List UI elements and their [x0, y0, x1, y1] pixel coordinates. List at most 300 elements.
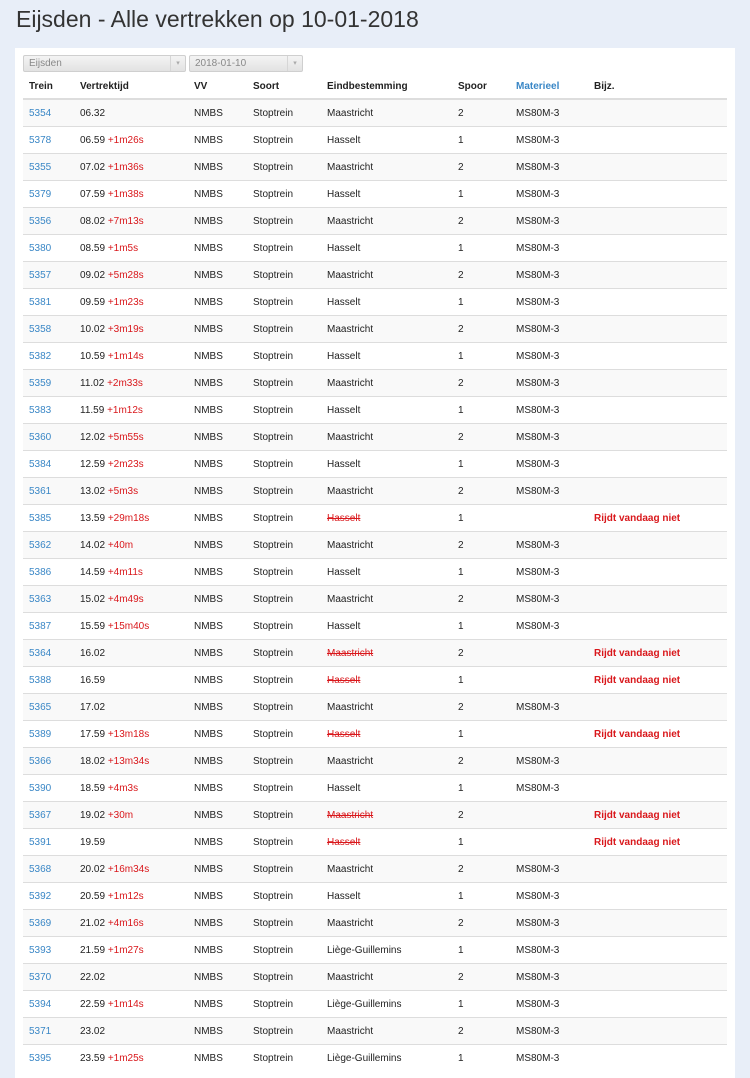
departure-time: 13.02 [80, 485, 106, 497]
destination: Maastricht [327, 107, 374, 119]
train-type-cell: Stoptrein [247, 451, 321, 478]
train-number-link[interactable]: 5354 [29, 107, 52, 119]
table-row [23, 937, 727, 964]
delay-badge: +4m3s [107, 782, 139, 794]
train-number-link[interactable]: 5395 [29, 1052, 52, 1064]
operator-cell: NMBS [188, 1018, 247, 1045]
table-row [23, 343, 727, 370]
train-number-link[interactable]: 5380 [29, 242, 52, 254]
departure-time: 11.59 [80, 404, 105, 416]
rolling-stock-cell: MS80M-3 [510, 991, 588, 1018]
operator-cell: NMBS [188, 208, 247, 235]
departure-time: 19.02 [80, 809, 106, 821]
operator-cell: NMBS [188, 262, 247, 289]
operator-cell: NMBS [188, 451, 247, 478]
platform-cell: 2 [452, 856, 510, 883]
train-number-link[interactable]: 5367 [29, 809, 52, 821]
train-number-link[interactable]: 5356 [29, 215, 52, 227]
train-type-cell: Stoptrein [247, 991, 321, 1018]
destination: Hasselt [327, 134, 361, 146]
destination: Maastricht [327, 593, 374, 605]
delay-badge: +1m25s [107, 1052, 144, 1064]
delay-badge: +15m40s [107, 620, 150, 632]
delay-badge: +4m16s [107, 917, 144, 929]
remark-text: Rijdt vandaag niet [594, 809, 681, 821]
platform-cell: 2 [452, 478, 510, 505]
table-row [23, 181, 727, 208]
destination: Maastricht [327, 215, 374, 227]
train-type-cell: Stoptrein [247, 802, 321, 829]
train-type-cell: Stoptrein [247, 775, 321, 802]
table-row [23, 856, 727, 883]
rolling-stock-cell [510, 640, 588, 667]
remark-text: Rijdt vandaag niet [594, 512, 681, 524]
departure-time: 06.59 [80, 134, 106, 146]
destination: Hasselt [327, 728, 361, 740]
train-number-link[interactable]: 5368 [29, 863, 52, 875]
departure-time: 16.02 [80, 647, 106, 659]
train-type-cell: Stoptrein [247, 856, 321, 883]
train-type-cell: Stoptrein [247, 343, 321, 370]
destination: Maastricht [327, 755, 374, 767]
train-number-link[interactable]: 5363 [29, 593, 52, 605]
rolling-stock-cell: MS80M-3 [510, 397, 588, 424]
destination: Hasselt [327, 512, 361, 524]
train-number-link[interactable]: 5386 [29, 566, 52, 578]
destination: Maastricht [327, 431, 374, 443]
operator-cell: NMBS [188, 235, 247, 262]
column-header-spoor: Spoor [452, 74, 510, 99]
departure-time: 07.59 [80, 188, 106, 200]
table-row [23, 154, 727, 181]
table-row [23, 235, 727, 262]
train-number-link[interactable]: 5387 [29, 620, 52, 632]
departure-time: 16.59 [80, 674, 106, 686]
platform-cell: 2 [452, 748, 510, 775]
departures-table [23, 74, 727, 1071]
train-number-link[interactable]: 5394 [29, 998, 52, 1010]
station-select-value: Eijsden [29, 58, 62, 69]
train-type-cell: Stoptrein [247, 748, 321, 775]
rolling-stock-cell [510, 721, 588, 748]
rolling-stock-cell: MS80M-3 [510, 532, 588, 559]
train-number-link[interactable]: 5391 [29, 836, 52, 848]
destination: Liège-Guillemins [327, 944, 402, 956]
train-number-link[interactable]: 5371 [29, 1025, 52, 1037]
rolling-stock-cell [510, 829, 588, 856]
departures-panel [15, 48, 735, 1078]
delay-badge: +5m28s [107, 269, 144, 281]
platform-cell: 1 [452, 397, 510, 424]
operator-cell: NMBS [188, 532, 247, 559]
rolling-stock-cell: MS80M-3 [510, 1045, 588, 1072]
destination: Liège-Guillemins [327, 998, 402, 1010]
rolling-stock-cell: MS80M-3 [510, 694, 588, 721]
train-number-link[interactable]: 5360 [29, 431, 52, 443]
train-type-cell: Stoptrein [247, 235, 321, 262]
operator-cell: NMBS [188, 370, 247, 397]
train-number-link[interactable]: 5382 [29, 350, 52, 362]
table-row [23, 127, 727, 154]
column-header-soort: Soort [247, 74, 321, 99]
delay-badge: +29m18s [107, 512, 150, 524]
departure-time: 22.59 [80, 998, 106, 1010]
departure-time: 10.02 [80, 323, 106, 335]
departure-time: 23.02 [80, 1025, 106, 1037]
table-row [23, 667, 727, 694]
delay-badge: +1m12s [107, 404, 143, 416]
departure-time: 15.59 [80, 620, 106, 632]
operator-cell: NMBS [188, 586, 247, 613]
departure-time: 22.02 [80, 971, 106, 983]
train-type-cell: Stoptrein [247, 694, 321, 721]
column-header-trein: Trein [23, 74, 74, 99]
platform-cell: 1 [452, 451, 510, 478]
train-number-link[interactable]: 5366 [29, 755, 52, 767]
destination: Hasselt [327, 296, 361, 308]
train-number-link[interactable]: 5390 [29, 782, 52, 794]
destination: Maastricht [327, 377, 374, 389]
table-row [23, 451, 727, 478]
date-select-value: 2018-01-10 [195, 58, 247, 69]
column-header-materieel[interactable]: Materieel [510, 74, 588, 99]
departure-time: 07.02 [80, 161, 106, 173]
rolling-stock-cell: MS80M-3 [510, 937, 588, 964]
train-number-link[interactable]: 5392 [29, 890, 52, 902]
table-row [23, 424, 727, 451]
destination: Maastricht [327, 323, 374, 335]
delay-badge: +16m34s [107, 863, 150, 875]
train-number-link[interactable]: 5385 [29, 512, 52, 524]
platform-cell: 2 [452, 99, 510, 127]
platform-cell: 1 [452, 343, 510, 370]
departure-time: 21.02 [80, 917, 106, 929]
delay-badge: +4m11s [107, 566, 143, 578]
remark-text: Rijdt vandaag niet [594, 674, 681, 686]
platform-cell: 1 [452, 829, 510, 856]
train-type-cell: Stoptrein [247, 586, 321, 613]
table-row [23, 883, 727, 910]
rolling-stock-cell: MS80M-3 [510, 262, 588, 289]
train-number-link[interactable]: 5357 [29, 269, 52, 281]
rolling-stock-cell: MS80M-3 [510, 559, 588, 586]
station-select[interactable] [23, 55, 186, 72]
departure-time: 09.02 [80, 269, 106, 281]
train-type-cell: Stoptrein [247, 532, 321, 559]
train-type-cell: Stoptrein [247, 208, 321, 235]
operator-cell: NMBS [188, 99, 247, 127]
operator-cell: NMBS [188, 802, 247, 829]
train-number-link[interactable]: 5365 [29, 701, 52, 713]
rolling-stock-cell: MS80M-3 [510, 289, 588, 316]
table-row [23, 613, 727, 640]
operator-cell: NMBS [188, 1045, 247, 1072]
train-number-link[interactable]: 5361 [29, 485, 52, 497]
destination: Maastricht [327, 269, 374, 281]
operator-cell: NMBS [188, 856, 247, 883]
train-type-cell: Stoptrein [247, 721, 321, 748]
destination: Maastricht [327, 917, 374, 929]
train-type-cell: Stoptrein [247, 829, 321, 856]
train-type-cell: Stoptrein [247, 1018, 321, 1045]
platform-cell: 2 [452, 694, 510, 721]
train-type-cell: Stoptrein [247, 370, 321, 397]
operator-cell: NMBS [188, 154, 247, 181]
chevron-down-icon[interactable]: ▾ [170, 56, 185, 71]
platform-cell: 2 [452, 316, 510, 343]
platform-cell: 2 [452, 262, 510, 289]
delay-badge: +3m19s [107, 323, 144, 335]
delay-badge: +40m [107, 539, 134, 551]
table-row [23, 1018, 727, 1045]
destination: Maastricht [327, 647, 374, 659]
train-type-cell: Stoptrein [247, 397, 321, 424]
platform-cell: 2 [452, 964, 510, 991]
platform-cell: 1 [452, 235, 510, 262]
destination: Hasselt [327, 242, 361, 254]
rolling-stock-cell: MS80M-3 [510, 478, 588, 505]
train-number-link[interactable]: 5393 [29, 944, 52, 956]
operator-cell: NMBS [188, 613, 247, 640]
departure-time: 12.02 [80, 431, 106, 443]
delay-badge: +13m18s [107, 728, 150, 740]
train-number-link[interactable]: 5389 [29, 728, 52, 740]
destination: Maastricht [327, 485, 374, 497]
destination: Maastricht [327, 971, 374, 983]
delay-badge: +1m23s [107, 296, 144, 308]
delay-badge: +1m5s [107, 242, 139, 254]
rolling-stock-cell: MS80M-3 [510, 1018, 588, 1045]
platform-cell: 1 [452, 1045, 510, 1072]
chevron-down-icon[interactable]: ▾ [287, 56, 302, 71]
departure-time: 20.59 [80, 890, 106, 902]
train-number-link[interactable]: 5359 [29, 377, 52, 389]
train-type-cell: Stoptrein [247, 640, 321, 667]
rolling-stock-cell [510, 802, 588, 829]
delay-badge: +1m38s [107, 188, 144, 200]
departure-time: 11.02 [80, 377, 105, 389]
departure-time: 15.02 [80, 593, 106, 605]
table-row [23, 289, 727, 316]
departure-time: 14.02 [80, 539, 106, 551]
departure-time: 08.59 [80, 242, 106, 254]
table-row [23, 370, 727, 397]
table-header-row [23, 74, 727, 99]
rolling-stock-cell: MS80M-3 [510, 748, 588, 775]
destination: Maastricht [327, 161, 374, 173]
train-type-cell: Stoptrein [247, 424, 321, 451]
column-header-bijz: Bijz. [588, 74, 727, 99]
train-type-cell: Stoptrein [247, 316, 321, 343]
train-type-cell: Stoptrein [247, 613, 321, 640]
train-type-cell: Stoptrein [247, 1045, 321, 1072]
date-select[interactable] [189, 55, 303, 72]
operator-cell: NMBS [188, 559, 247, 586]
operator-cell: NMBS [188, 343, 247, 370]
train-number-link[interactable]: 5364 [29, 647, 52, 659]
rolling-stock-cell: MS80M-3 [510, 586, 588, 613]
column-header-vertrektijd: Vertrektijd [74, 74, 188, 99]
platform-cell: 2 [452, 208, 510, 235]
table-row [23, 694, 727, 721]
table-row [23, 532, 727, 559]
platform-cell: 1 [452, 883, 510, 910]
train-number-link[interactable]: 5379 [29, 188, 52, 200]
delay-badge: +4m49s [107, 593, 144, 605]
remark-text: Rijdt vandaag niet [594, 647, 681, 659]
departure-time: 19.59 [80, 836, 106, 848]
delay-badge: +1m26s [107, 134, 144, 146]
destination: Hasselt [327, 674, 361, 686]
table-row [23, 99, 727, 127]
train-number-link[interactable]: 5369 [29, 917, 52, 929]
train-type-cell: Stoptrein [247, 910, 321, 937]
delay-badge: +2m33s [107, 377, 143, 389]
delay-badge: +1m36s [107, 161, 144, 173]
page-title: Eijsden - Alle vertrekken op 10-01-2018 [16, 6, 419, 32]
table-row [23, 775, 727, 802]
platform-cell: 1 [452, 289, 510, 316]
table-row [23, 829, 727, 856]
delay-badge: +1m12s [107, 890, 144, 902]
rolling-stock-cell: MS80M-3 [510, 208, 588, 235]
destination: Hasselt [327, 620, 361, 632]
remark-text: Rijdt vandaag niet [594, 836, 681, 848]
train-number-link[interactable]: 5388 [29, 674, 52, 686]
departure-time: 23.59 [80, 1052, 106, 1064]
operator-cell: NMBS [188, 289, 247, 316]
operator-cell: NMBS [188, 127, 247, 154]
rolling-stock-cell: MS80M-3 [510, 451, 588, 478]
train-number-link[interactable]: 5370 [29, 971, 52, 983]
destination: Hasselt [327, 458, 361, 470]
train-number-link[interactable]: 5383 [29, 404, 52, 416]
operator-cell: NMBS [188, 667, 247, 694]
operator-cell: NMBS [188, 991, 247, 1018]
table-row [23, 721, 727, 748]
train-number-link[interactable]: 5362 [29, 539, 52, 551]
operator-cell: NMBS [188, 721, 247, 748]
table-row [23, 1045, 727, 1072]
platform-cell: 1 [452, 613, 510, 640]
operator-cell: NMBS [188, 181, 247, 208]
departure-time: 18.02 [80, 755, 106, 767]
platform-cell: 2 [452, 910, 510, 937]
platform-cell: 1 [452, 127, 510, 154]
rolling-stock-cell: MS80M-3 [510, 424, 588, 451]
train-type-cell: Stoptrein [247, 883, 321, 910]
departure-time: 17.02 [80, 701, 106, 713]
rolling-stock-cell: MS80M-3 [510, 613, 588, 640]
platform-cell: 2 [452, 802, 510, 829]
destination: Hasselt [327, 350, 361, 362]
column-header-eindbestemming: Eindbestemming [321, 74, 452, 99]
departure-time: 17.59 [80, 728, 106, 740]
operator-cell: NMBS [188, 937, 247, 964]
platform-cell: 2 [452, 1018, 510, 1045]
train-type-cell: Stoptrein [247, 478, 321, 505]
rolling-stock-cell: MS80M-3 [510, 235, 588, 262]
operator-cell: NMBS [188, 910, 247, 937]
rolling-stock-cell [510, 505, 588, 532]
operator-cell: NMBS [188, 424, 247, 451]
train-number-link[interactable]: 5378 [29, 134, 52, 146]
rolling-stock-cell: MS80M-3 [510, 883, 588, 910]
table-row [23, 505, 727, 532]
operator-cell: NMBS [188, 964, 247, 991]
train-type-cell: Stoptrein [247, 289, 321, 316]
operator-cell: NMBS [188, 829, 247, 856]
destination: Hasselt [327, 836, 361, 848]
rolling-stock-cell: MS80M-3 [510, 181, 588, 208]
operator-cell: NMBS [188, 316, 247, 343]
delay-badge: +1m14s [107, 350, 144, 362]
platform-cell: 1 [452, 937, 510, 964]
destination: Hasselt [327, 566, 361, 578]
departure-time: 18.59 [80, 782, 106, 794]
train-type-cell: Stoptrein [247, 262, 321, 289]
rolling-stock-cell [510, 667, 588, 694]
destination: Maastricht [327, 863, 374, 875]
rolling-stock-cell: MS80M-3 [510, 964, 588, 991]
destination: Hasselt [327, 890, 361, 902]
table-row [23, 559, 727, 586]
table-row [23, 748, 727, 775]
train-type-cell: Stoptrein [247, 154, 321, 181]
delay-badge: +5m55s [107, 431, 144, 443]
table-row [23, 640, 727, 667]
platform-cell: 2 [452, 424, 510, 451]
destination: Maastricht [327, 809, 374, 821]
destination: Liège-Guillemins [327, 1052, 402, 1064]
platform-cell: 1 [452, 775, 510, 802]
rolling-stock-cell: MS80M-3 [510, 775, 588, 802]
rolling-stock-cell: MS80M-3 [510, 910, 588, 937]
delay-badge: +1m14s [107, 998, 144, 1010]
destination: Maastricht [327, 539, 374, 551]
table-row [23, 586, 727, 613]
train-number-link[interactable]: 5384 [29, 458, 52, 470]
train-type-cell: Stoptrein [247, 964, 321, 991]
platform-cell: 1 [452, 505, 510, 532]
table-row [23, 478, 727, 505]
platform-cell: 1 [452, 559, 510, 586]
train-number-link[interactable]: 5381 [29, 296, 52, 308]
rolling-stock-cell: MS80M-3 [510, 370, 588, 397]
departure-time: 09.59 [80, 296, 106, 308]
departure-time: 20.02 [80, 863, 106, 875]
departure-time: 14.59 [80, 566, 106, 578]
train-type-cell: Stoptrein [247, 127, 321, 154]
table-body [23, 99, 727, 1071]
table-row [23, 208, 727, 235]
platform-cell: 1 [452, 667, 510, 694]
operator-cell: NMBS [188, 775, 247, 802]
train-number-link[interactable]: 5355 [29, 161, 52, 173]
destination: Maastricht [327, 1025, 374, 1037]
operator-cell: NMBS [188, 640, 247, 667]
operator-cell: NMBS [188, 748, 247, 775]
train-number-link[interactable]: 5358 [29, 323, 52, 335]
destination: Hasselt [327, 188, 361, 200]
train-type-cell: Stoptrein [247, 99, 321, 127]
table-row [23, 991, 727, 1018]
platform-cell: 2 [452, 532, 510, 559]
table-row [23, 316, 727, 343]
platform-cell: 1 [452, 721, 510, 748]
platform-cell: 2 [452, 586, 510, 613]
table-row [23, 262, 727, 289]
